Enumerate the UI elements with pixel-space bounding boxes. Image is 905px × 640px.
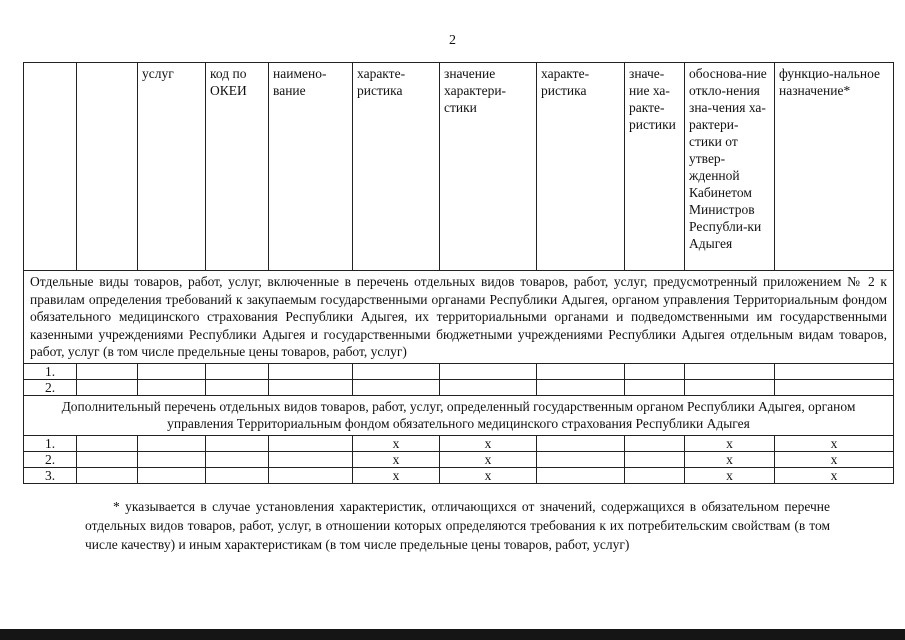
x-mark: x	[775, 451, 894, 467]
page-number: 2	[449, 33, 456, 48]
x-mark: x	[353, 467, 440, 483]
header-cell-characteristic-value: значение характери-стики	[440, 63, 537, 271]
header-cell-characteristic-2: характе-ристика	[537, 63, 625, 271]
x-mark: x	[775, 435, 894, 451]
header-cell-services: услуг	[138, 63, 206, 271]
x-mark: x	[685, 467, 775, 483]
scan-edge-bar	[0, 629, 905, 640]
section-1-heading: Отдельные виды товаров, работ, услуг, включенные в перечень отдельных видов товаров, работ, услуг, предусмотренный приложением № 2 к правилам определения требований к закупаемым государственными органами Республики Адыгея, органом управления Территориальным фондом обязательного медицинского страхования Республики Адыгея, их территориальными органами и подведомственными им государственными казенными учреждениями Республики Адыгея и государственными бюджетными учреждениями Республики Адыгея отдельным видам товаров, работ, услуг (в том числе предельные цены товаров, работ, услуг)	[24, 271, 894, 364]
table-row	[24, 451, 894, 467]
x-mark: x	[775, 467, 894, 483]
header-cell-characteristic: характе-ристика	[353, 63, 440, 271]
requirements-table	[23, 62, 894, 484]
row-number: 2.	[24, 379, 77, 395]
x-mark: x	[685, 451, 775, 467]
table-header-row	[24, 63, 894, 271]
x-mark: x	[353, 451, 440, 467]
section-1-heading-row	[24, 271, 894, 364]
section-2-heading-row	[24, 395, 894, 435]
table-row	[24, 363, 894, 379]
footnote: * указывается в случае установления характеристик, отличающихся от значений, содержащихся в обязательном перечне отдельных видов товаров, работ, услуг, в отношении которых определяются требования к их потребительским свойствам (в том числе качеству) и иным характеристикам (в том числе предельные цены товаров, работ, услуг)	[85, 499, 830, 552]
x-mark: x	[440, 451, 537, 467]
table-row	[24, 379, 894, 395]
header-cell-name: наимено-вание	[269, 63, 353, 271]
x-mark: x	[440, 467, 537, 483]
table-row	[24, 435, 894, 451]
header-cell	[77, 63, 138, 271]
header-cell-characteristic-value-2: значе-ние ха-ракте-ристики	[625, 63, 685, 271]
row-number: 1.	[24, 363, 77, 379]
header-cell	[24, 63, 77, 271]
header-cell-okei-code: код по ОКЕИ	[206, 63, 269, 271]
x-mark: x	[440, 435, 537, 451]
header-cell-deviation-justification: обоснова-ние откло-нения зна-чения ха-рактери-стики от утвер-жденной Кабинетом Министров Республи-ки Адыгея	[685, 63, 775, 271]
header-cell-functional-purpose: функцио-нальное назначение*	[775, 63, 894, 271]
row-number: 1.	[24, 435, 77, 451]
row-number: 2.	[24, 451, 77, 467]
x-mark: x	[685, 435, 775, 451]
table-row	[24, 467, 894, 483]
row-number: 3.	[24, 467, 77, 483]
section-2-heading: Дополнительный перечень отдельных видов товаров, работ, услуг, определенный государственным органом Республики Адыгея, органом управления Территориальным фондом обязательного медицинского страхования Республики Адыгея	[24, 395, 894, 435]
x-mark: x	[353, 435, 440, 451]
